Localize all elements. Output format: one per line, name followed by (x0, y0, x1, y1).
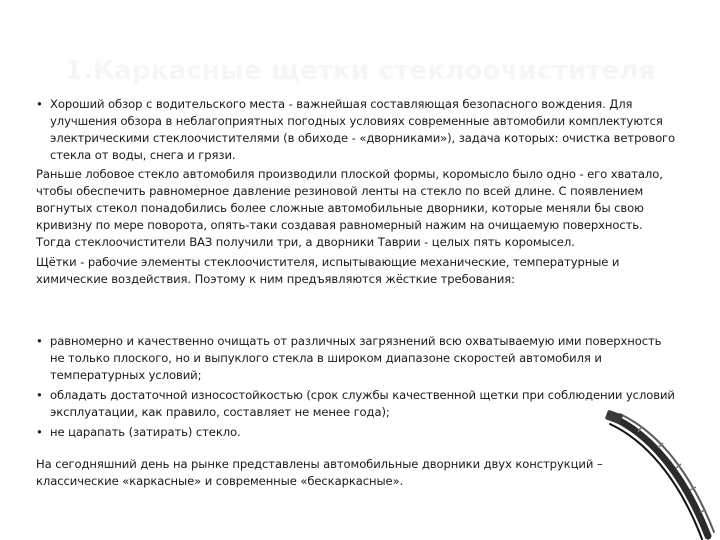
bullet-marker: • (36, 97, 43, 111)
bullet-marker: • (36, 388, 43, 402)
history-paragraph: Раньше лобовое стекло автомобиля производили плоской формы, коромысло было одно - его хватало, чтобы обеспечить равномерное давление резиновой ленты на стекло по всей длине. С появлением вогнутых стекол понадобились более сложные автомобильные дворники, которые меняли бы свою кривизну по мере поворота, опять-таки создавая равномерный нажим на очищаемую поверхность. Тогда стеклоочистители ВАЗ получили три, а дворники Таврии - целых пять коромысел. (36, 167, 663, 249)
market-paragraph: На сегодняшний день на рынке представлены автомобильные дворники двух конструкций – классические «каркасные» и современные «бескаркасные». (36, 457, 603, 488)
bullet-marker: • (36, 425, 43, 439)
slide-title: 1.Каркасные щетки стеклоочистителя (64, 56, 656, 86)
wiper-blade-icon (600, 408, 720, 540)
intro-bullet-text: Хороший обзор с водительского места - важнейшая составляющая безопасного вождения. Для улучшения обзора в неблагоприятных погодных условиях современные автомобили комплектуются электрическими стеклоочистителями (в обиходе - «дворниками»), задача которых: очистка ветрового стекла от воды, снега и грязи. (50, 97, 676, 162)
requirement-text: обладать достаточной износостойкостью (срок службы качественной щетки при соблюдении условий эксплуатации, как правило, составляет не менее года); (50, 388, 675, 419)
bullet-marker: • (36, 334, 43, 348)
requirement-item (36, 424, 676, 441)
slide-body (36, 96, 676, 490)
requirements-intro-paragraph: Щётки - рабочие элементы стеклоочистителя, испытывающие механические, температурные и химические воздействия. Поэтому к ним предъявляются жёсткие требования: (36, 255, 620, 286)
requirement-text: равномерно и качественно очищать от различных загрязнений всю охватываемую ими поверхность не только плоского, но и выпуклого стекла в широком диапазоне скоростей автомобиля и температурных условий; (50, 334, 662, 382)
requirement-text: не царапать (затирать) стекло. (50, 425, 241, 439)
intro-bullet (36, 96, 676, 164)
requirement-item (36, 387, 676, 421)
requirement-item (36, 333, 676, 384)
